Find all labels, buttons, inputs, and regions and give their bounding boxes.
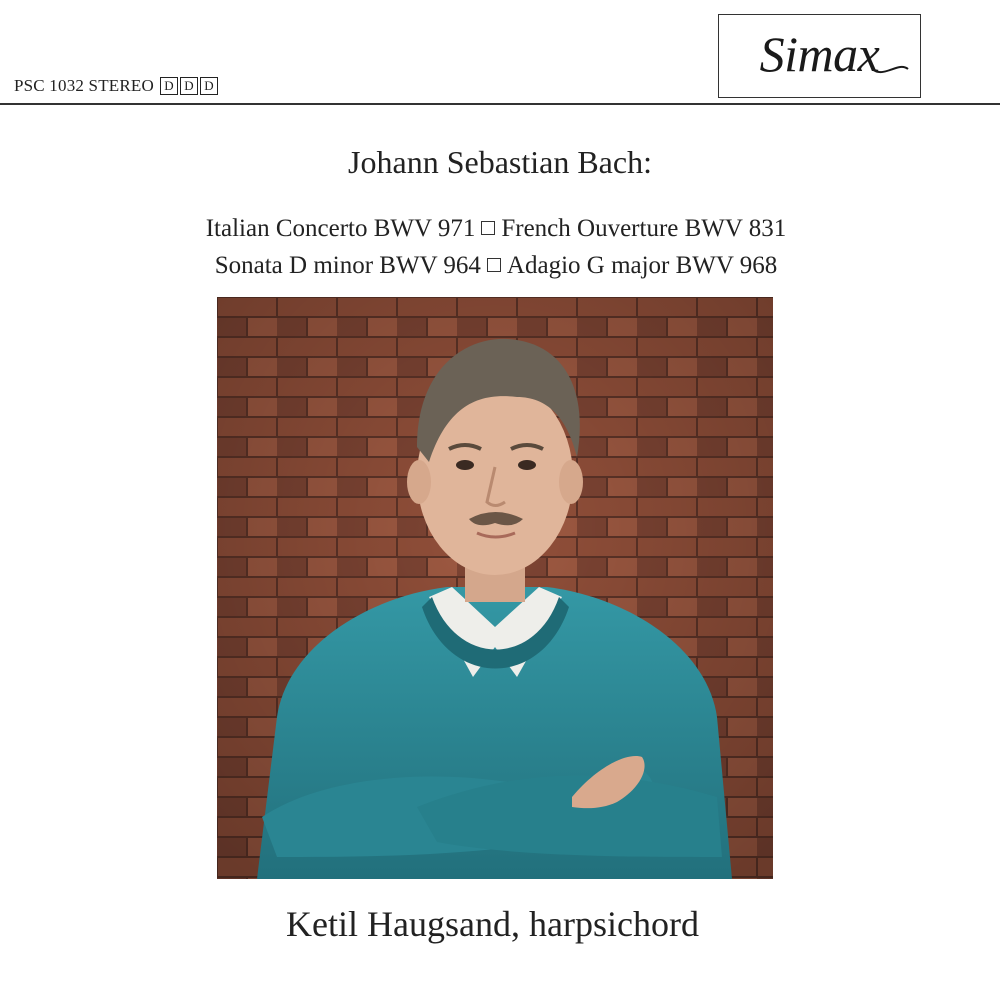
work-title: Adagio G major BWV 968 <box>506 252 778 279</box>
ddd-letter: D <box>180 77 198 95</box>
ddd-badge <box>160 77 218 95</box>
work-title: Sonata D minor BWV 964 <box>214 252 481 279</box>
catalog-number-line <box>14 76 218 96</box>
work-title: Italian Concerto BWV 971 <box>205 215 476 242</box>
logo-swash-icon <box>870 59 910 79</box>
catalog-number: PSC 1032 STEREO <box>14 76 154 95</box>
ddd-letter: D <box>160 77 178 95</box>
ddd-letter: D <box>200 77 218 95</box>
label-logo-text: Simax <box>759 26 880 82</box>
separator-box-icon <box>481 221 495 235</box>
header-divider <box>0 103 1000 105</box>
work-title: French Ouverture BWV 831 <box>501 215 787 242</box>
portrait-illustration <box>217 297 773 879</box>
composer-title: Johann Sebastian Bach: <box>348 144 652 180</box>
label-logo <box>718 14 921 98</box>
performer-credit: Ketil Haugsand, harpsichord <box>286 904 699 944</box>
portrait-photo <box>217 297 773 879</box>
works-line <box>0 247 992 284</box>
works-line <box>0 210 992 247</box>
works-list <box>0 210 992 284</box>
separator-box-icon <box>487 258 501 272</box>
